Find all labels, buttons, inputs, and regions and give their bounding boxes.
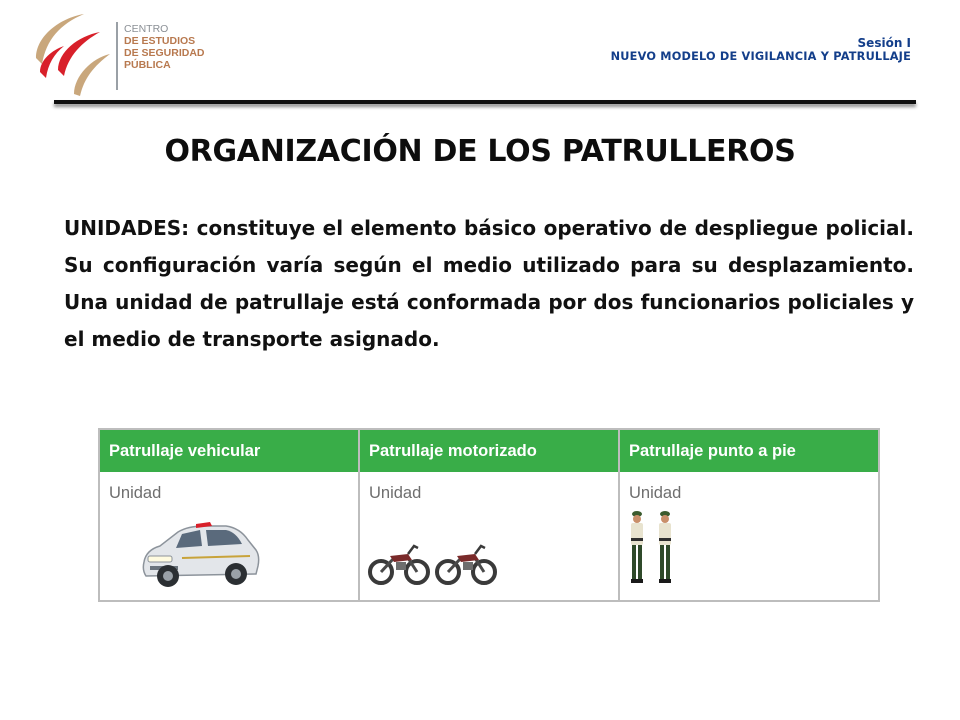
table-column-a-pie [620, 430, 878, 600]
body-paragraph [64, 210, 914, 358]
table-column-motorizado [360, 430, 620, 600]
session-label: Sesión I [857, 36, 911, 50]
patrol-types-table [98, 428, 880, 602]
page-title: ORGANIZACIÓN DE LOS PATRULLEROS [164, 134, 796, 169]
logo-divider [116, 22, 118, 90]
logo-line: DE SEGURIDAD [124, 47, 205, 59]
body-text: constituye el elemento básico operativo de despliegue policial. Su configuración varía según el medio utilizado para su desplazamiento. Una unidad de patrullaje está conformada por dos funcionarios policiales y el medio de transporte asignado. [64, 216, 914, 351]
column-unit-label: Unidad [629, 484, 682, 502]
session-info [611, 36, 911, 64]
logo-text [124, 23, 205, 71]
police-officer-icon [656, 508, 674, 584]
logo-line: CENTRO [124, 23, 169, 35]
logo-line: PÚBLICA [124, 59, 171, 71]
csp-logo [30, 12, 210, 98]
logo-line: DE ESTUDIOS [124, 35, 196, 47]
column-unit-label: Unidad [109, 484, 162, 502]
column-header: Patrullaje motorizado [360, 430, 618, 472]
csp-emblem-icon [30, 12, 112, 96]
column-header: Patrullaje punto a pie [620, 430, 878, 472]
column-header: Patrullaje vehicular [100, 430, 358, 472]
column-unit-label: Unidad [369, 484, 422, 502]
motorcycle-icon [368, 540, 430, 586]
police-car-icon [138, 510, 262, 594]
police-officer-icon [628, 508, 646, 584]
session-title: NUEVO MODELO DE VIGILANCIA Y PATRULLAJE [610, 50, 911, 63]
motorcycle-icon [435, 540, 497, 586]
body-term: UNIDADES: [64, 216, 190, 240]
header-divider [54, 100, 916, 104]
table-column-vehicular [100, 430, 360, 600]
